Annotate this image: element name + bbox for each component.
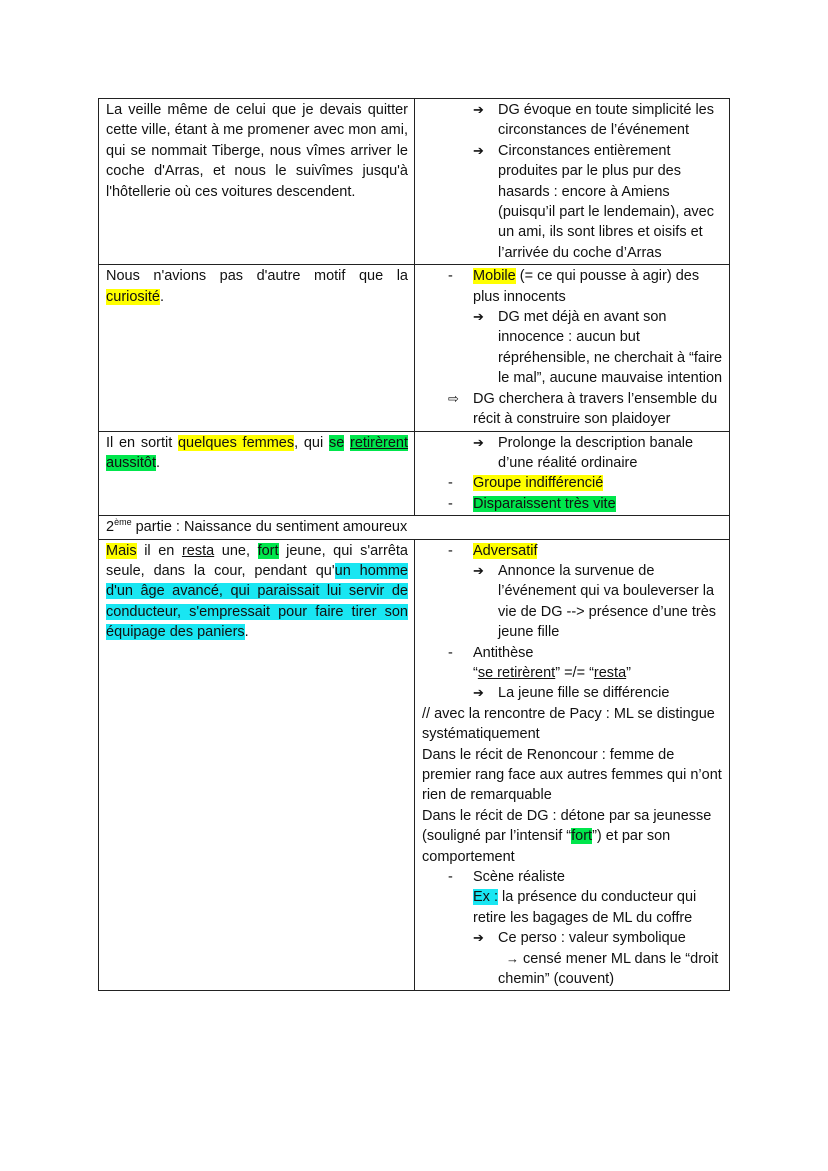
hollow-arrow-icon: ⇨ xyxy=(448,390,459,406)
list-item: ➔ DG évoque en toute simplicité les circonstances de l’événement xyxy=(473,102,714,139)
highlight-green: retirèrent aussitôt xyxy=(106,434,409,471)
section-row xyxy=(99,516,730,539)
analysis-cell xyxy=(415,431,730,516)
bold-arrow-icon: ➔ xyxy=(473,685,484,701)
highlight-green: Disparaissent très vite xyxy=(473,495,616,512)
table-row xyxy=(99,431,730,516)
quote-cell xyxy=(99,99,415,265)
bold-arrow-icon: ➔ xyxy=(473,142,484,158)
list-item: ➔ Circonstances entièrement produites par le plus pur des hasards : encore à Amiens (puisqu’il part le lendemain), avec un ami, ils sont libres et oisifs et l’arrivée du coche d’Arras xyxy=(473,142,714,261)
list-item: - Antithèse “se retirèrent” =/= “resta” xyxy=(448,644,631,681)
highlight-green: fort xyxy=(571,828,593,845)
list-item xyxy=(448,473,723,493)
thin-arrow-icon: → xyxy=(506,950,519,966)
highlight-yellow: Groupe indifférencié xyxy=(473,475,604,492)
table-row xyxy=(99,99,730,265)
list-item: - Scène réaliste Ex : la présence du conducteur qui retire les bagages de ML du coffre xyxy=(448,869,697,926)
analysis-cell xyxy=(415,265,730,431)
dash-bullet: - xyxy=(448,644,453,661)
highlight-yellow: Mais xyxy=(106,542,137,559)
highlight-yellow: quelques femmes xyxy=(177,434,295,451)
highlight-cyan: Ex : xyxy=(473,889,498,906)
list-item: ⇨ DG cherchera à travers l’ensemble du récit à construire son plaidoyer xyxy=(448,390,718,428)
list-item: ➔ DG met déjà en avant son innocence : aucun but répréhensible, ne cherchait à “faire le mal”, aucune mauvaise intention xyxy=(473,309,723,387)
bold-arrow-icon: ➔ xyxy=(473,309,484,325)
dash-bullet: - xyxy=(448,268,453,285)
analysis-cell xyxy=(415,539,730,991)
dash-bullet: - xyxy=(448,869,453,886)
quote-cell: Mais il en resta une, fort jeune, qui s'arrêta seule, dans la cour, pendant qu'un homme d'un âge avancé, qui paraissait lui servir de conducteur, s'empressait pour faire tirer son équipage des paniers. xyxy=(99,539,415,991)
analysis-table xyxy=(98,98,730,991)
analysis-cell xyxy=(415,99,730,265)
dash-bullet: - xyxy=(448,475,453,492)
list-item: ➔ La jeune fille se différencie xyxy=(473,683,723,703)
highlight-yellow: Adversatif xyxy=(473,542,538,559)
bold-arrow-icon: ➔ xyxy=(473,102,484,117)
list-item: ➔ Annonce la survenue de l’événement qui va bouleverser la vie de DG --> présence d’une très jeune fille xyxy=(473,562,717,641)
quote-cell: Nous n'avions pas d'autre motif que la curiosité. xyxy=(99,265,415,431)
paragraph: Dans le récit de Renoncour : femme de premier rang face aux autres femmes qui n’ont rien de remarquable xyxy=(422,746,722,804)
table-row xyxy=(99,539,730,991)
highlight-green: se xyxy=(328,434,345,451)
highlight-cyan: un homme d'un âge avancé, qui paraissait lui servir de conducteur, s'empressait pour faire tirer son équipage des paniers xyxy=(106,562,408,641)
bold-arrow-icon: ➔ xyxy=(473,562,484,578)
highlight-yellow: curiosité xyxy=(106,288,160,305)
bold-arrow-icon: ➔ xyxy=(473,434,484,450)
list-item: ➔ Ce perso : valeur symbolique → censé mener ML dans le “droit chemin” (couvent) xyxy=(473,930,719,988)
table-row xyxy=(99,265,730,431)
section-title: 2ème partie : Naissance du sentiment amoureux xyxy=(99,516,730,539)
bold-arrow-icon: ➔ xyxy=(473,930,484,946)
highlight-green: fort xyxy=(257,542,279,559)
quote-text: La veille même de celui que je devais quitter cette ville, étant à me promener avec mon ami, qui se nommait Tiberge, nous vîmes arriver le coche d'Arras, et nous le suivîmes jusqu'à l'hôtellerie où ces voitures descendent. xyxy=(106,102,408,200)
dash-bullet: - xyxy=(448,542,453,559)
highlight-yellow: Mobile xyxy=(473,268,516,285)
list-item: - Mobile (= ce qui pousse à agir) des plus innocents xyxy=(448,268,700,305)
paragraph: Dans le récit de DG : détone par sa jeunesse (souligné par l’intensif “fort”) et par son comportement xyxy=(422,807,712,865)
dash-bullet: - xyxy=(448,495,453,512)
quote-cell: Il en sortit quelques femmes, qui se retirèrent aussitôt. xyxy=(99,431,415,516)
list-item xyxy=(448,494,723,514)
paragraph: // avec la rencontre de Pacy : ML se distingue systématiquement xyxy=(422,705,715,743)
list-item xyxy=(448,541,723,561)
list-item: ➔ Prolonge la description banale d’une réalité ordinaire xyxy=(473,434,694,471)
